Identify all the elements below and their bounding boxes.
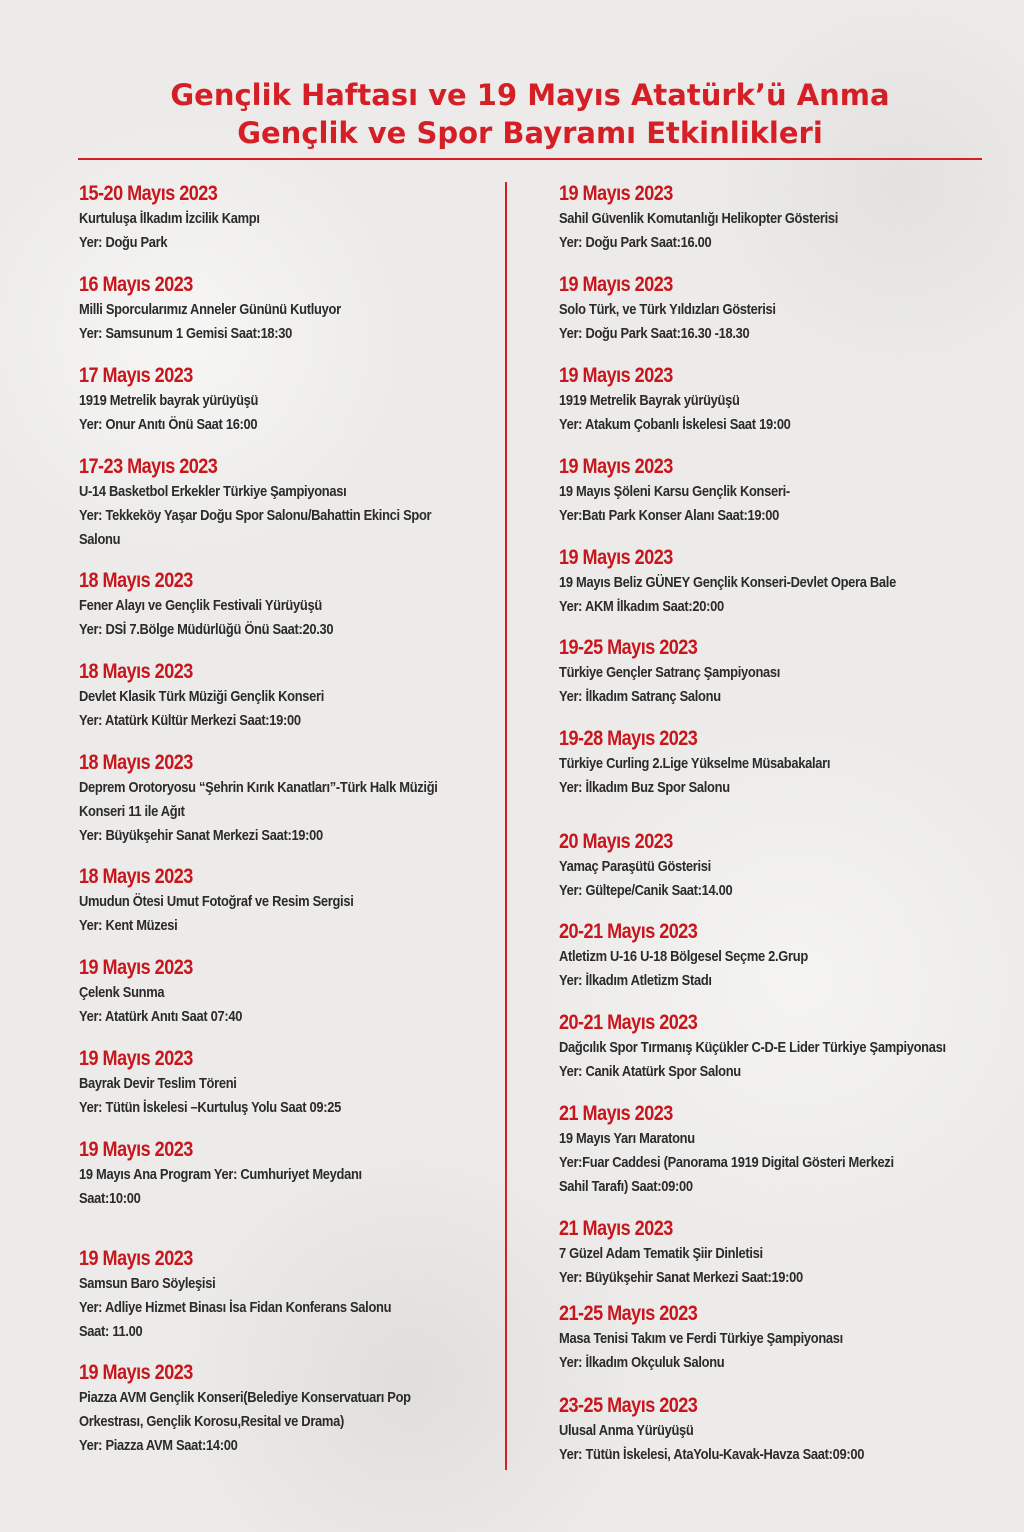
event-date: 20 Mayıs 2023: [559, 830, 673, 853]
event-detail-line: Yer: Piazza AVM Saat:14:00: [79, 1437, 238, 1454]
event-detail-line: Yer: Gültepe/Canik Saat:14.00: [559, 882, 733, 899]
event-detail-line: Yer: Adliye Hizmet Binası İsa Fidan Konferans Salonu: [79, 1299, 392, 1316]
event-detail-line: 7 Güzel Adam Tematik Şiir Dinletisi: [559, 1245, 763, 1262]
event-detail-line: Saat:10:00: [79, 1190, 141, 1207]
event-date: 18 Mayıs 2023: [79, 660, 193, 683]
event-detail-line: Yer: İlkadım Atletizm Stadı: [559, 972, 712, 989]
page-title-line-1: Gençlik Haftası ve 19 Mayıs Atatürk’ü Anma: [170, 78, 890, 112]
event-detail-line: Yer: AKM İlkadım Saat:20:00: [559, 598, 724, 615]
event-detail-line: Atletizm U-16 U-18 Bölgesel Seçme 2.Grup: [559, 948, 808, 965]
event-date: 19 Mayıs 2023: [559, 273, 673, 296]
event-detail-line: 1919 Metrelik Bayrak yürüyüşü: [559, 392, 740, 409]
event-date: 19 Mayıs 2023: [559, 455, 673, 478]
event-detail-line: Yer: Samsunum 1 Gemisi Saat:18:30: [79, 325, 293, 342]
left-event-2: [79, 272, 539, 346]
event-detail-line: Yer:Fuar Caddesi (Panorama 1919 Digital Gösteri Merkezi: [559, 1154, 894, 1171]
right-event-3: [559, 363, 1019, 437]
event-detail-line: Yer: Atakum Çobanlı İskelesi Saat 19:00: [559, 416, 791, 433]
event-detail-line: Yer: İlkadım Buz Spor Salonu: [559, 779, 730, 796]
event-detail-line: Piazza AVM Gençlik Konseri(Belediye Konservatuarı Pop: [79, 1389, 411, 1406]
left-event-6: [79, 659, 539, 733]
left-event-3: [79, 363, 539, 437]
event-date: 19-28 Mayıs 2023: [559, 727, 698, 750]
event-date: 19 Mayıs 2023: [559, 182, 673, 205]
right-event-1: [559, 181, 1019, 255]
event-detail-line: Yer: Tütün İskelesi –Kurtuluş Yolu Saat 09:25: [79, 1099, 341, 1116]
event-detail-line: Sahil Güvenlik Komutanlığı Helikopter Gösterisi: [559, 210, 839, 227]
event-detail-line: Milli Sporcularımız Anneler Gününü Kutluyor: [79, 301, 341, 318]
event-detail-line: Çelenk Sunma: [79, 984, 165, 1001]
event-detail-line: Yer: Kent Müzesi: [79, 917, 178, 934]
event-detail-line: Devlet Klasik Türk Müziği Gençlik Konseri: [79, 688, 325, 705]
title-divider: [78, 158, 982, 160]
event-detail-line: Yer:Batı Park Konser Alanı Saat:19:00: [559, 507, 779, 524]
left-event-8: [79, 864, 539, 938]
left-event-5: [79, 568, 539, 642]
right-event-8: [559, 829, 1019, 903]
event-detail-line: 19 Mayıs Ana Program Yer: Cumhuriyet Meydanı: [79, 1166, 362, 1183]
event-detail-line: 1919 Metrelik bayrak yürüyüşü: [79, 392, 259, 409]
right-event-9: [559, 919, 1019, 993]
event-detail-line: Yer: Doğu Park Saat:16.00: [559, 234, 712, 251]
event-detail-line: Yer: Büyükşehir Sanat Merkezi Saat:19:00: [79, 827, 323, 844]
event-date: 19 Mayıs 2023: [79, 1138, 193, 1161]
event-detail-line: Bayrak Devir Teslim Töreni: [79, 1075, 237, 1092]
event-date: 18 Mayıs 2023: [79, 569, 193, 592]
event-detail-line: Salonu: [79, 531, 121, 548]
event-detail-line: Konseri 11 ile Ağıt: [79, 803, 185, 820]
event-date: 19 Mayıs 2023: [79, 1247, 193, 1270]
event-date: 16 Mayıs 2023: [79, 273, 193, 296]
left-event-12: [79, 1246, 539, 1344]
event-date: 18 Mayıs 2023: [79, 751, 193, 774]
event-date: 21-25 Mayıs 2023: [559, 1302, 698, 1325]
event-date: 19 Mayıs 2023: [559, 546, 673, 569]
event-detail-line: Masa Tenisi Takım ve Ferdi Türkiye Şampiyonası: [559, 1330, 843, 1347]
event-detail-line: Samsun Baro Söyleşisi: [79, 1275, 216, 1292]
event-detail-line: 19 Mayıs Şöleni Karsu Gençlik Konseri-: [559, 483, 790, 500]
right-event-11: [559, 1101, 1019, 1199]
left-event-7: [79, 750, 539, 848]
event-date: 19 Mayıs 2023: [559, 364, 673, 387]
event-date: 19-25 Mayıs 2023: [559, 636, 698, 659]
event-date: 19 Mayıs 2023: [79, 956, 193, 979]
right-event-12: [559, 1216, 1019, 1290]
event-date: 18 Mayıs 2023: [79, 865, 193, 888]
event-detail-line: Türkiye Gençler Satranç Şampiyonası: [559, 664, 781, 681]
event-date: 21 Mayıs 2023: [559, 1217, 673, 1240]
event-detail-line: Deprem Orotoryosu “Şehrin Kırık Kanatları”-Türk Halk Müziği: [79, 779, 438, 796]
event-date: 17-23 Mayıs 2023: [79, 455, 218, 478]
right-event-4: [559, 454, 1019, 528]
event-date: 20-21 Mayıs 2023: [559, 920, 698, 943]
event-detail-line: Yer: Tütün İskelesi, AtaYolu-Kavak-Havza Saat:09:00: [559, 1446, 865, 1463]
event-detail-line: Yamaç Paraşütü Gösterisi: [559, 858, 711, 875]
event-detail-line: Ulusal Anma Yürüyüşü: [559, 1422, 694, 1439]
event-detail-line: Yer: Doğu Park: [79, 234, 168, 251]
event-date: 20-21 Mayıs 2023: [559, 1011, 698, 1034]
right-event-6: [559, 635, 1019, 709]
left-event-13: [79, 1360, 539, 1458]
event-detail-line: Yer: Onur Anıtı Önü Saat 16:00: [79, 416, 258, 433]
event-detail-line: Yer: İlkadım Satranç Salonu: [559, 688, 721, 705]
event-date: 23-25 Mayıs 2023: [559, 1394, 698, 1417]
event-detail-line: Solo Türk, ve Türk Yıldızları Gösterisi: [559, 301, 776, 318]
left-event-4: [79, 454, 539, 552]
right-event-10: [559, 1010, 1019, 1084]
right-event-5: [559, 545, 1019, 619]
event-detail-line: Umudun Ötesi Umut Fotoğraf ve Resim Sergisi: [79, 893, 354, 910]
event-detail-line: Yer: Tekkeköy Yaşar Doğu Spor Salonu/Bahattin Ekinci Spor: [79, 507, 432, 524]
event-detail-line: Türkiye Curling 2.Lige Yükselme Müsabakaları: [559, 755, 831, 772]
event-detail-line: U-14 Basketbol Erkekler Türkiye Şampiyonası: [79, 483, 347, 500]
event-detail-line: Yer: Büyükşehir Sanat Merkezi Saat:19:00: [559, 1269, 803, 1286]
right-event-14: [559, 1393, 1019, 1467]
left-event-11: [79, 1137, 539, 1211]
left-event-9: [79, 955, 539, 1029]
right-event-7: [559, 726, 1019, 800]
event-detail-line: Yer: İlkadım Okçuluk Salonu: [559, 1354, 725, 1371]
event-date: 19 Mayıs 2023: [79, 1047, 193, 1070]
event-detail-line: Orkestrası, Gençlik Korosu,Resital ve Drama): [79, 1413, 344, 1430]
page-title-line-2: Gençlik ve Spor Bayramı Etkinlikleri: [237, 116, 823, 150]
event-date: 21 Mayıs 2023: [559, 1102, 673, 1125]
event-detail-line: Fener Alayı ve Gençlik Festivali Yürüyüşü: [79, 597, 322, 614]
event-detail-line: Sahil Tarafı) Saat:09:00: [559, 1178, 693, 1195]
event-detail-line: 19 Mayıs Yarı Maratonu: [559, 1130, 695, 1147]
event-detail-line: Yer: DSİ 7.Bölge Müdürlüğü Önü Saat:20.30: [79, 621, 334, 638]
event-detail-line: Yer: Doğu Park Saat:16.30 -18.30: [559, 325, 750, 342]
event-date: 15-20 Mayıs 2023: [79, 182, 218, 205]
left-event-10: [79, 1046, 539, 1120]
event-detail-line: Dağcılık Spor Tırmanış Küçükler C-D-E Lider Türkiye Şampiyonası: [559, 1039, 946, 1056]
event-date: 17 Mayıs 2023: [79, 364, 193, 387]
event-detail-line: Saat: 11.00: [79, 1323, 143, 1340]
event-date: 19 Mayıs 2023: [79, 1361, 193, 1384]
page-header: [0, 76, 1024, 152]
right-event-13: [559, 1301, 1019, 1375]
event-detail-line: Yer: Atatürk Kültür Merkezi Saat:19:00: [79, 712, 301, 729]
event-detail-line: Yer: Canik Atatürk Spor Salonu: [559, 1063, 741, 1080]
event-detail-line: 19 Mayıs Beliz GÜNEY Gençlik Konseri-Devlet Opera Bale: [559, 574, 896, 591]
left-event-1: [79, 181, 539, 255]
event-detail-line: Yer: Atatürk Anıtı Saat 07:40: [79, 1008, 243, 1025]
right-event-2: [559, 272, 1019, 346]
event-detail-line: Kurtuluşa İlkadım İzcilik Kampı: [79, 210, 260, 227]
